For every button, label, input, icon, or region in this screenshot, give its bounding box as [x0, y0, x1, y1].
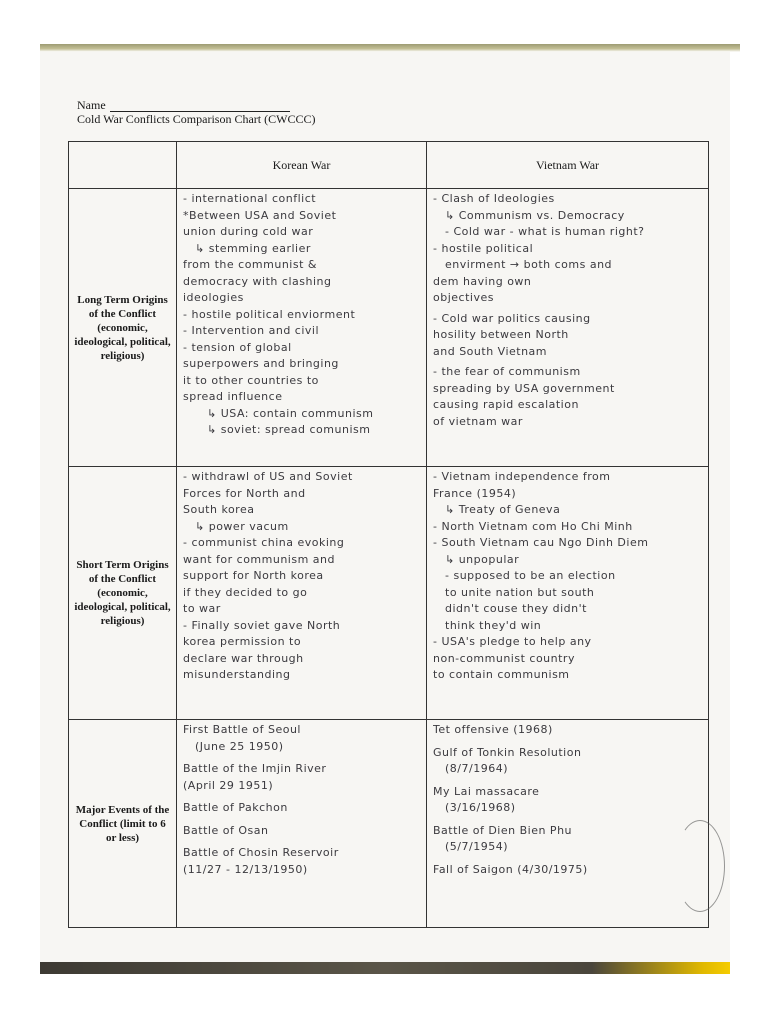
page-bottom-edge: [40, 962, 730, 974]
note-line: - international conflict: [183, 192, 317, 205]
note-line: it to other countries to: [183, 373, 319, 387]
note-line: *Between USA and Soviet: [183, 208, 337, 222]
name-row: [77, 98, 315, 112]
note-line: - Cold war - what is human right?: [445, 225, 645, 238]
note-line: ↳ power vacum: [195, 519, 289, 533]
note-line: - Intervention and civil: [183, 324, 320, 337]
note-line: if they decided to go: [183, 585, 308, 599]
row-label-cell: [69, 189, 177, 467]
note-line: - Vietnam independence from: [433, 470, 611, 483]
row-major-events: [69, 720, 709, 928]
note-line: spreading by USA government: [433, 381, 615, 395]
event-date: (5/7/1954): [445, 840, 508, 853]
note-line: ↳ USA: contain communism: [207, 406, 374, 420]
korean-short-term-notes: [177, 467, 427, 720]
note-line: superpowers and bringing: [183, 357, 339, 370]
note-line: objectives: [433, 291, 494, 304]
note-line: South korea: [183, 503, 255, 516]
event-line: Gulf of Tonkin Resolution: [433, 745, 582, 759]
note-line: union during cold war: [183, 225, 314, 238]
comparison-chart: [68, 141, 709, 928]
name-blank-line: [110, 100, 290, 112]
row-sublabel: (economic, ideological, political, religious): [74, 587, 171, 627]
note-line: - USA's pledge to help any: [433, 635, 592, 648]
note-line: from the communist &: [183, 258, 317, 271]
note-line: non-communist country: [433, 651, 575, 665]
event-line: Battle of the Imjin River: [183, 762, 327, 775]
event-line: Battle of Osan: [183, 823, 269, 837]
note-line: France (1954): [433, 486, 517, 500]
name-label: Name: [77, 98, 106, 112]
note-line: ↳ Communism vs. Democracy: [445, 208, 625, 222]
note-line: - Cold war politics causing: [433, 311, 591, 325]
row-label: Short Term Origins of the Conflict: [76, 559, 169, 585]
note-line: - withdrawl of US and Soviet: [183, 470, 353, 483]
header-vietnam-war: Vietnam War: [427, 142, 709, 189]
note-line: hosility between North: [433, 328, 569, 341]
event-line: Fall of Saigon (4/30/1975): [433, 862, 588, 876]
chart-header-row: [69, 142, 709, 189]
header-korean-war: Korean War: [177, 142, 427, 189]
note-line: - hostile political enviorment: [183, 307, 356, 321]
event-date: (June 25 1950): [195, 739, 284, 753]
row-short-term-origins: [69, 467, 709, 720]
event-date: (11/27 - 12/13/1950): [183, 862, 308, 876]
note-line: and South Vietnam: [433, 344, 548, 358]
note-line: - the fear of communism: [433, 365, 581, 378]
note-line: - communist china evoking: [183, 536, 345, 549]
note-line: to contain communism: [433, 668, 570, 681]
note-line: support for North korea: [183, 569, 324, 582]
note-line: didn't couse they didn't: [445, 602, 587, 615]
note-line: want for communism and: [183, 552, 335, 566]
note-line: Forces for North and: [183, 486, 306, 500]
worksheet-title: Cold War Conflicts Comparison Chart (CWCCC): [77, 112, 316, 126]
event-date: (8/7/1964): [445, 762, 508, 775]
note-line: misunderstanding: [183, 668, 291, 681]
vietnam-long-term-notes: [427, 189, 709, 467]
event-line: My Lai massacare: [433, 784, 540, 798]
note-line: ↳ Treaty of Geneva: [445, 503, 561, 516]
row-long-term-origins: [69, 189, 709, 467]
note-line: - North Vietnam com Ho Chi Minh: [433, 519, 633, 533]
note-line: - hostile political: [433, 241, 534, 255]
note-line: ↳ stemming earlier: [195, 241, 311, 255]
header-empty-cell: [69, 142, 177, 189]
note-line: to war: [183, 602, 221, 615]
worksheet-header: [77, 98, 315, 126]
row-sublabel: (economic, ideological, political, religious): [74, 321, 171, 362]
row-label: Major Events of the Conflict (limit to 6 or less): [75, 803, 170, 844]
event-line: Tet offensive (1968): [433, 723, 553, 736]
note-line: causing rapid escalation: [433, 398, 579, 411]
page-top-edge: [40, 44, 740, 52]
note-line: korea permission to: [183, 635, 302, 648]
note-line: - Finally soviet gave North: [183, 618, 341, 632]
note-line: - supposed to be an election: [445, 569, 616, 582]
note-line: declare war through: [183, 651, 304, 665]
note-line: dem having own: [433, 274, 532, 288]
event-date: (3/16/1968): [445, 801, 516, 814]
event-line: First Battle of Seoul: [183, 723, 301, 736]
note-line: ↳ unpopular: [445, 552, 520, 566]
row-label-cell: [69, 467, 177, 720]
note-line: spread influence: [183, 390, 283, 403]
note-line: to unite nation but south: [445, 585, 595, 599]
note-line: ↳ soviet: spread comunism: [207, 423, 371, 436]
note-line: think they'd win: [445, 618, 542, 632]
vietnam-short-term-notes: [427, 467, 709, 720]
note-line: - Clash of Ideologies: [433, 192, 555, 205]
event-line: Battle of Dien Bien Phu: [433, 823, 573, 837]
korean-long-term-notes: [177, 189, 427, 467]
event-line: Battle of Chosin Reservoir: [183, 846, 339, 859]
note-line: - tension of global: [183, 340, 292, 354]
note-line: ideologies: [183, 291, 244, 304]
note-line: of vietnam war: [433, 414, 523, 428]
event-date: (April 29 1951): [183, 778, 274, 792]
note-line: envirment → both coms and: [445, 258, 613, 271]
row-label: Long Term Origins of the Conflict: [77, 293, 168, 320]
vietnam-major-events: [427, 720, 709, 928]
korean-major-events: [177, 720, 427, 928]
pen-mark-oval: [675, 820, 725, 912]
row-label-cell: [69, 720, 177, 928]
event-line: Battle of Pakchon: [183, 801, 288, 814]
note-line: - South Vietnam cau Ngo Dinh Diem: [433, 536, 649, 549]
note-line: democracy with clashing: [183, 274, 332, 288]
